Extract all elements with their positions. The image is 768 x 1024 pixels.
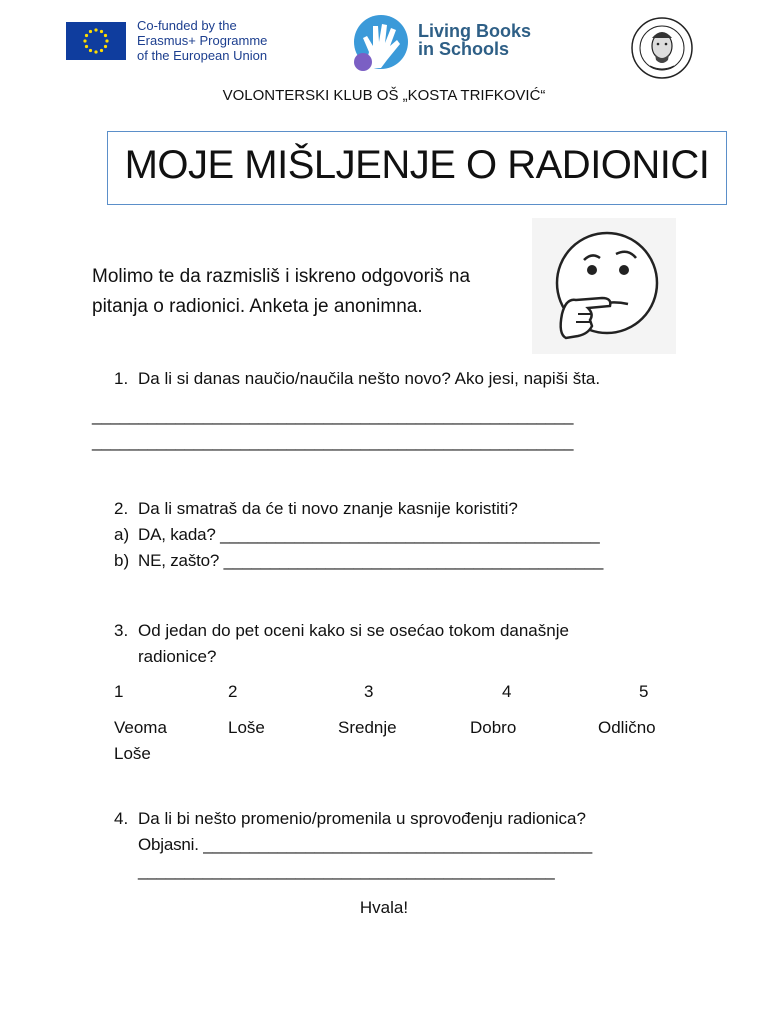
school-seal-icon [628,16,697,80]
living-books-logo-text: Living Books in Schools [418,21,532,59]
rating-label-4: Dobro [470,718,517,737]
rating-label-2: Loše [228,718,265,737]
question-3-text: Od jedan do pet oceni kako si se osećao tokom današnje radionice? [138,621,569,666]
thinking-face-icon [532,218,676,354]
question-3-number: 3. [114,621,129,640]
rating-label-3: Srednje [338,718,397,737]
question-4-number: 4. [114,809,129,828]
question-2-text: Da li smatraš da će ti novo znanje kasnije koristiti? [138,499,518,518]
rating-3[interactable]: 3 [364,682,374,701]
rating-4[interactable]: 4 [502,682,512,701]
answer-line[interactable]: ____________________________________________________ [92,406,574,425]
rating-2[interactable]: 2 [228,682,238,701]
rating-label-5: Odlično [598,718,656,737]
intro-text: Molimo te da razmisliš i iskreno odgovoriš na pitanja o radionici. Anketa je anonimna. [92,266,471,317]
thanks-text: Hvala! [359,898,409,917]
question-4-answer[interactable]: Objasni. __________________________________________ [138,835,592,854]
question-1-number: 1. [114,369,129,388]
answer-line[interactable]: ____________________________________________________ [92,432,574,451]
rating-1[interactable]: 1 [114,682,124,701]
eu-cofunded-text: Co-funded by the Erasmus+ Programme of the European Union [137,18,268,63]
option-a-answer[interactable]: DA, kada? _________________________________________ [138,525,600,544]
question-4-text: Da li bi nešto promenio/promenila u sprovođenju radionica? [138,809,586,828]
rating-label-1: Veoma Loše [114,718,167,763]
living-books-hand-icon [351,14,409,72]
option-b-label: b) [114,551,130,570]
option-b-answer[interactable]: NE, zašto? _________________________________________ [138,551,604,570]
option-a-label: a) [114,525,130,544]
eu-flag-icon [66,22,126,60]
club-heading: VOLONTERSKI KLUB OŠ „KOSTA TRIFKOVIĆ“ [222,87,546,104]
question-1-text: Da li si danas naučio/naučila nešto novo? Ako jesi, napiši šta. [138,369,601,388]
question-4-answer-line[interactable]: _____________________________________________ [138,861,555,880]
rating-5[interactable]: 5 [639,682,649,701]
question-2-number: 2. [114,499,129,518]
page-title: MOJE MIŠLJENJE O RADIONICI [124,143,710,187]
